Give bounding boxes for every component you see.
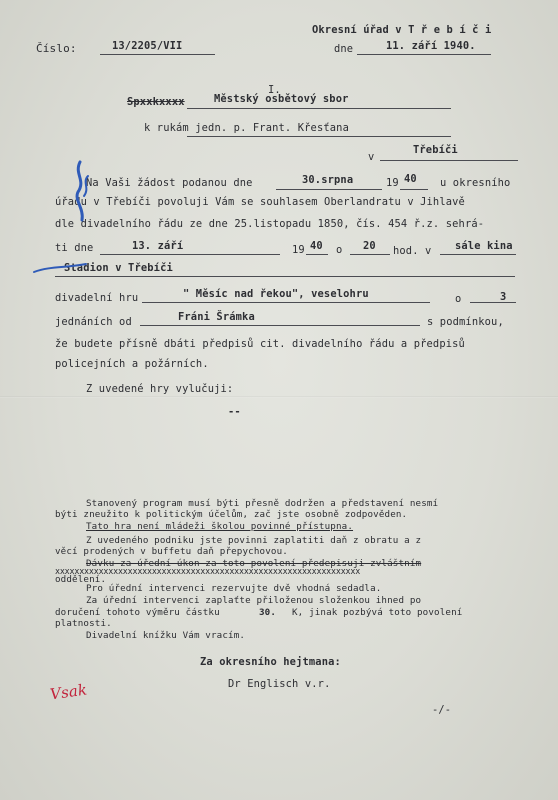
blue-pencil-underline [30,258,90,280]
venue-name-line [55,276,515,277]
blue-pencil-mark [62,158,102,228]
performance-hour: 20 [363,240,376,252]
request-date-line [276,189,382,190]
signature-name: Dr Englisch v.r. [228,678,331,690]
request-year-prefix: 19 [386,177,399,189]
play-author: Fráni Šrámka [178,311,255,323]
condition-10-text: doručení tohoto výměru částku [55,607,220,618]
date-line [357,54,491,55]
place-prefix: v [368,151,375,163]
body-line-1-end: u okresního [440,177,511,189]
performance-year-prefix: 19 [292,244,305,256]
condition-1: Stanovený program musí býti přesně dodržen a představení nesmí [86,498,439,509]
reference-label: Číslo: [36,42,77,55]
performance-date-line [100,254,280,255]
condition-11: platnosti. [55,618,112,629]
condition-text: s podmínkou, [427,316,504,328]
request-year-line [400,189,428,190]
condition-9: Za úřední intervenci zaplaťte přiloženou složenkou ihned po [86,595,422,606]
condition-6-overstrike: xxxxxxxxxxxxxxxxxxxxxxxxxxxxxxxxxxxxxxxxxxxxxxxxxxxxxxxxxxxxxxx [55,566,361,576]
acts-label: jednáních od [55,316,132,328]
addressee-place: Třebíči [413,144,458,156]
office-heading: Okresní úřad v T ř e b í č i [312,24,492,36]
attention-line [187,136,451,137]
body-line-3: dle divadelního řádu ze dne 25.listopadu 1850, čís. 454 ř.z. sehrá- [55,218,485,230]
issue-date: 11. září 1940. [386,40,476,52]
performance-year: 40 [310,240,323,252]
date-label: dne [334,43,354,55]
play-label: divadelní hru [55,292,139,304]
exclusions-value: -- [228,406,241,418]
body-line-9: policejních a požárních. [55,358,209,370]
performance-venue: sále kina [455,240,513,252]
acts-o: o [455,293,462,305]
condition-8: Pro úřední intervenci rezervujte dvě vhodná sedadla. [86,583,382,594]
acts-count: 3 [500,291,507,303]
performance-o: o [336,244,343,256]
place-line [380,160,518,161]
performance-date: 13. září [132,240,184,252]
play-title: " Měsíc nad řekou", veselohru [183,288,369,300]
body-line-2: úřadu v Třebíči povoluji Vám se souhlasem Oberlandratu v Jihlavě [55,196,465,208]
addressee-name: Městský osbětový sbor [214,93,349,105]
request-year: 40 [404,173,417,185]
condition-10-end: K, jinak pozbývá toto povolení [292,607,463,618]
performance-hod: hod. v [393,245,432,257]
condition-2: býti zneužito k politickým účelům, zač jste osobně zodpověden. [55,509,408,520]
acts-line [470,302,516,303]
body-line-4-text: ti dne [55,242,94,254]
condition-7: oddělení. [55,574,107,585]
reference-line [100,54,215,55]
addressee-struck-text: Spxxkxxxx [127,96,185,108]
body-line-1-text: Na Vaši žádost podanou dne [86,177,253,189]
venue-line [440,254,516,255]
play-title-line [142,302,430,303]
venue-name: Stadion v Třebíči [64,262,173,274]
performance-hour-line [350,254,390,255]
paper-fold [0,396,558,398]
condition-3: Tato hra není mládeži školou povinné přístupna. [86,521,354,532]
body-line-8: že budete přísně dbáti předpisů cit. divadelního řádu a předpisů [55,338,465,350]
author-line [140,325,420,326]
addressee-number: I. [268,84,281,96]
condition-5: věcí prodených v buffetu daň přepychovou. [55,546,288,557]
handwritten-initials: Vsak [48,680,89,704]
request-date: 30.srpna [302,174,354,186]
intervention-amount: 30. [259,607,277,618]
condition-12: Divadelní knížku Vám vracím. [86,630,246,641]
reference-number: 13/2205/VII [112,40,183,52]
performance-year-line [306,254,328,255]
signature-heading: Za okresního hejtmana: [200,656,341,668]
exclusions-label: Z uvedené hry vylučuji: [86,383,234,395]
condition-6-struck: Dávku za úřední úkon za toto povolení předepisuji zvláštním [86,558,422,569]
addressee-line [187,108,451,109]
end-mark: -/- [432,704,452,716]
condition-4: Z uvedeného podniku jste povinni zaplatiti daň z obratu a z [86,535,422,546]
addressee-attention: k rukám jedn. p. Frant. Křesťana [144,122,349,134]
